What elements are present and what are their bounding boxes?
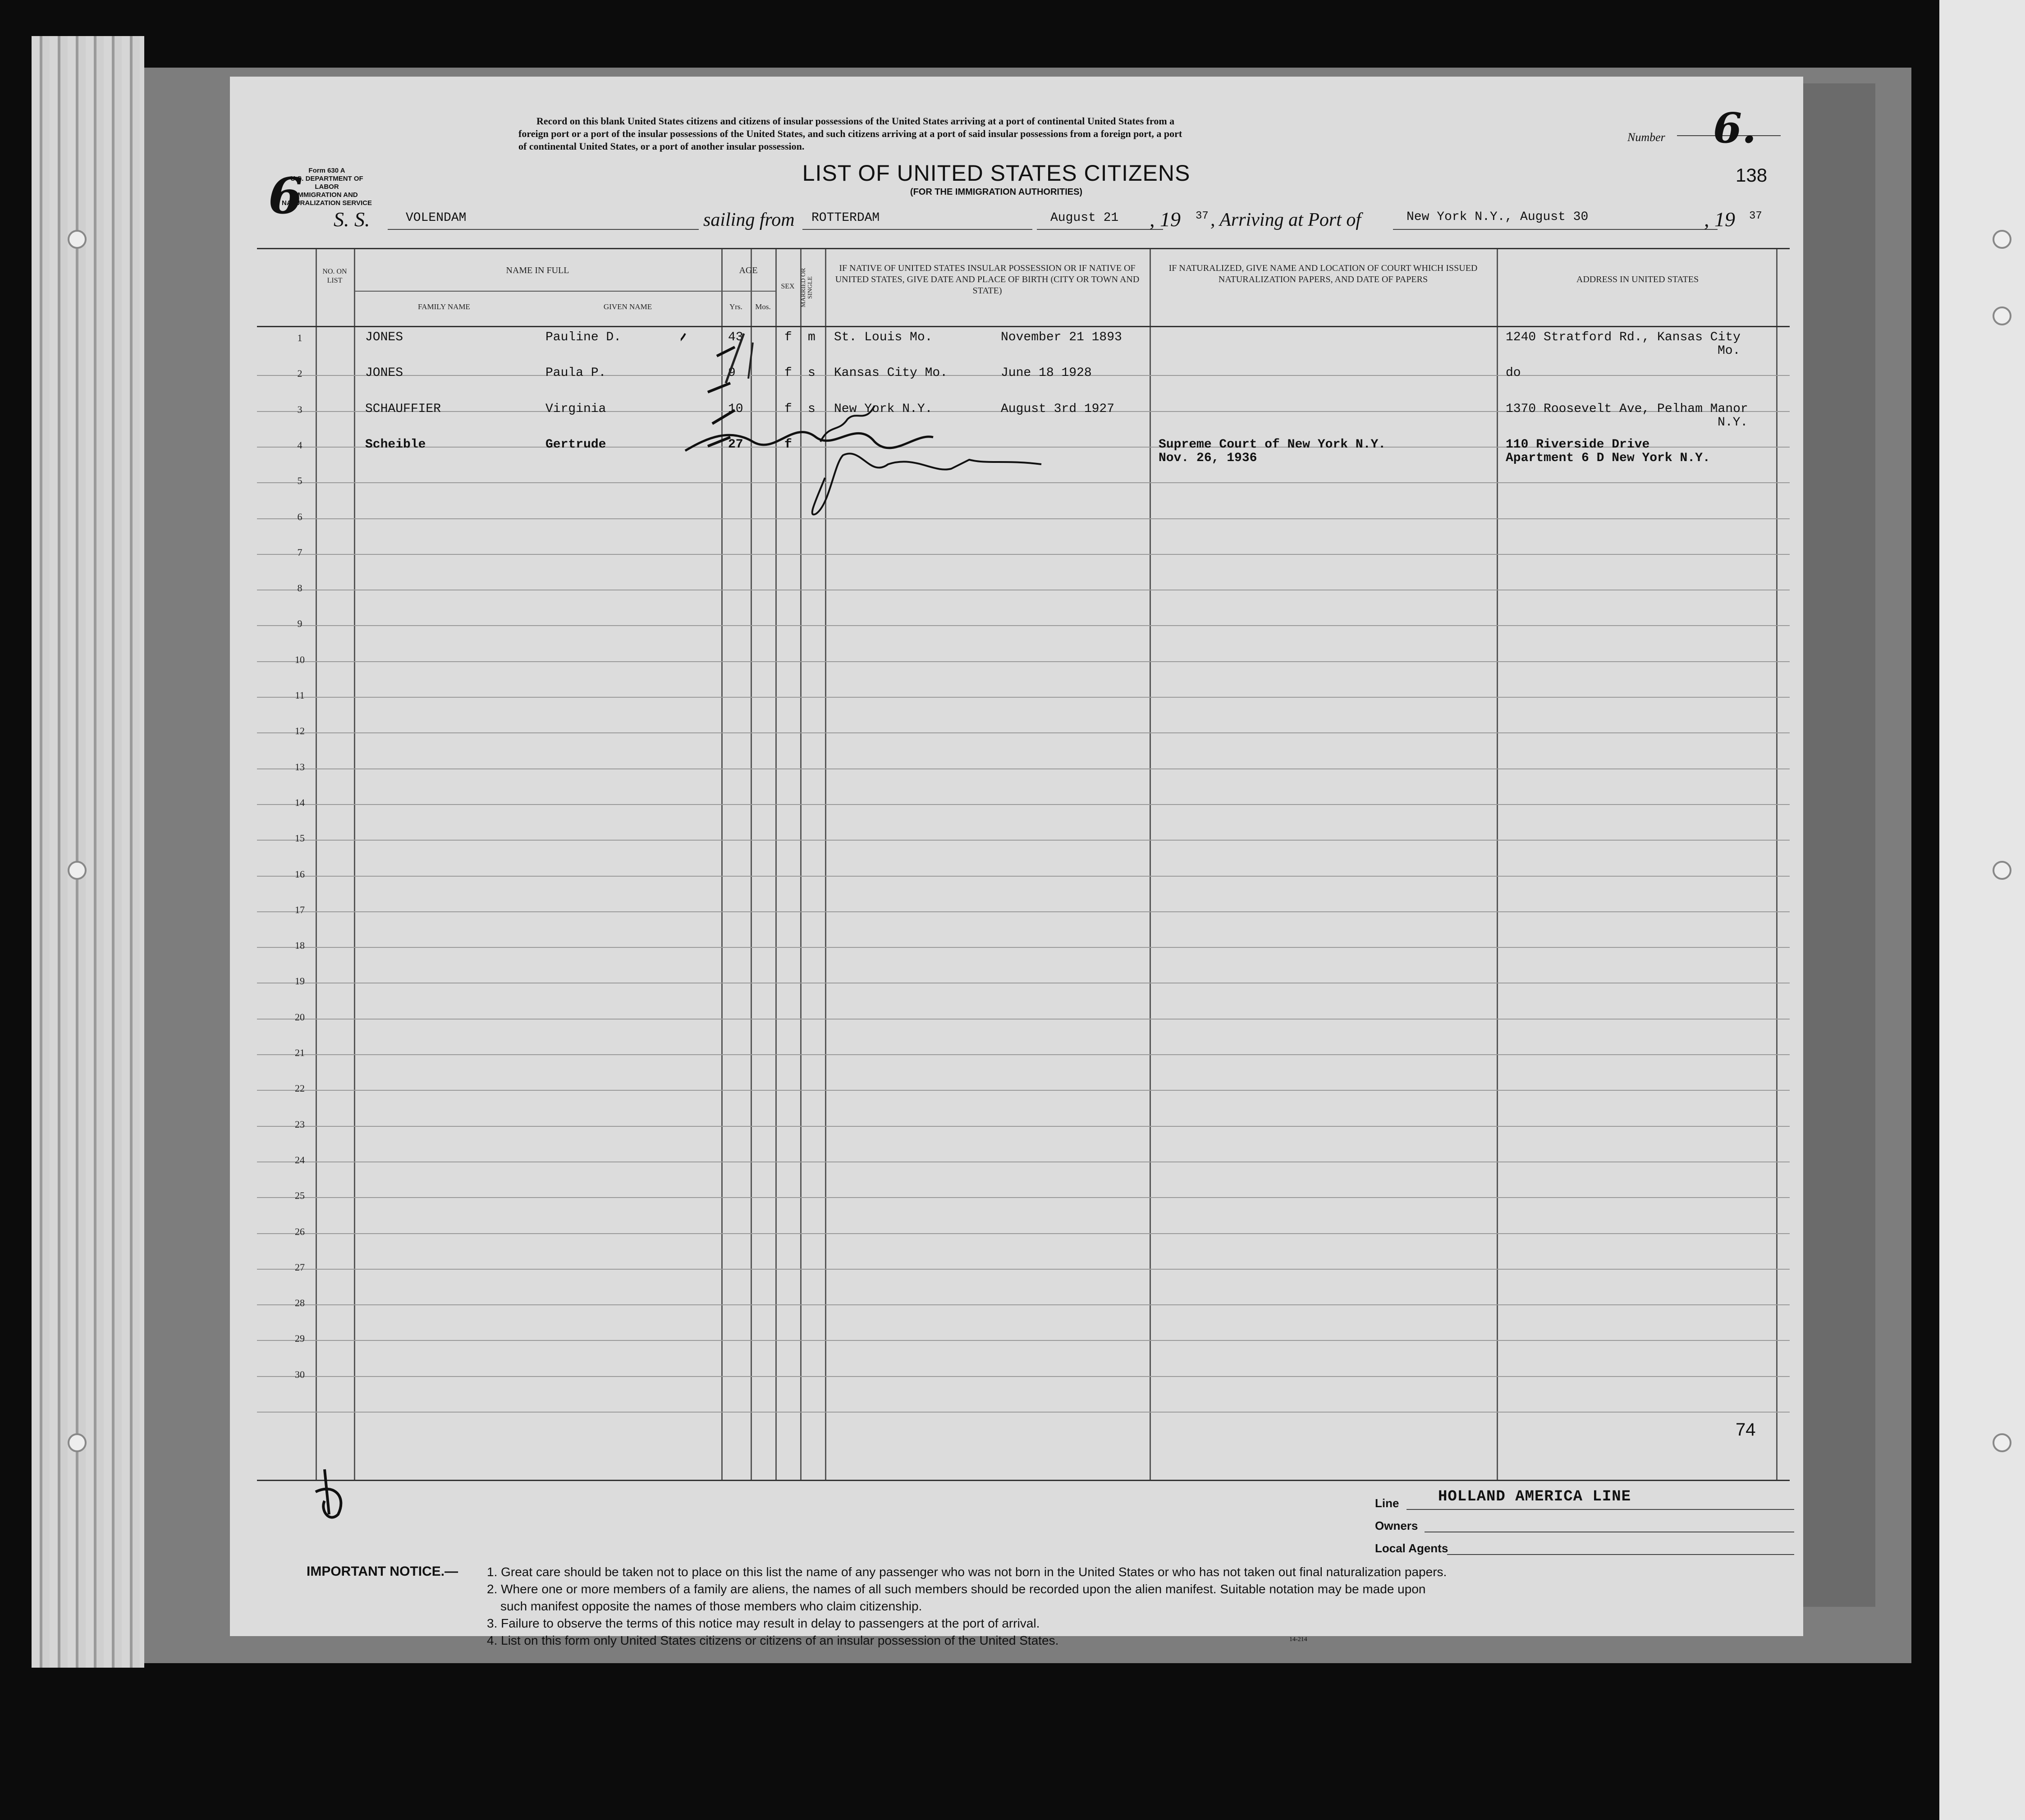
row-number: 4 [297, 439, 302, 451]
address-line1-cell: 110 Riverside Drive [1506, 437, 1650, 452]
notice-item: such manifest opposite the names of those members who claim citizenship. [500, 1599, 922, 1613]
sex-cell: f [784, 366, 792, 380]
col-no: NO. ON LIST [322, 268, 347, 284]
agents-label: Local Agents [1375, 1541, 1448, 1555]
birth-date-cell: August 3rd 1927 [1001, 402, 1115, 416]
marital-status-cell: s [808, 402, 815, 416]
port-rule [802, 229, 1032, 230]
row-number: 25 [295, 1190, 305, 1202]
marital-status-cell: s [808, 366, 815, 380]
ring-hole [68, 230, 87, 249]
line-value: HOLLAND AMERICA LINE [1438, 1488, 1631, 1505]
line-rule [1407, 1509, 1794, 1510]
birth-place-cell: New York N.Y. [834, 402, 933, 416]
col-married-single: MARRIED OR SINGLE [800, 268, 814, 307]
ring-hole [68, 861, 87, 880]
ship-name: VOLENDAM [406, 211, 467, 225]
row-number: 23 [295, 1118, 305, 1130]
row-rule [257, 625, 1790, 626]
row-rule [257, 947, 1790, 948]
adjacent-card [1939, 0, 2025, 1820]
ring-hole [1993, 306, 2011, 325]
row-number: 10 [295, 654, 305, 665]
service-line-1: IMMIGRATION AND [296, 191, 358, 199]
address-line2-cell: Apartment 6 D New York N.Y. [1506, 451, 1710, 465]
notice-item: 4. List on this form only United States citizens or citizens of an insular possession of the United States. [487, 1633, 1059, 1647]
row-number: 6 [297, 511, 302, 522]
instruction-line: Record on this blank United States citizens and citizens of insular possessions of the United States arriving at a port of continental United States from a [536, 115, 1175, 127]
birth-date-cell: November 21 1893 [1001, 330, 1122, 344]
corner-mark: 6 [268, 167, 303, 225]
address-line2-cell: N.Y. [1718, 415, 1748, 430]
age-cell: 43 [728, 330, 743, 344]
year-prefix: , 19 [1150, 208, 1181, 231]
row-number: 2 [297, 368, 302, 380]
row-rule [257, 1269, 1790, 1270]
col-mos: Mos. [755, 302, 771, 311]
row-number: 21 [295, 1047, 305, 1058]
row-number: 14 [295, 796, 305, 808]
arrival-port-date: New York N.Y., August 30 [1407, 210, 1589, 224]
naturalization-date-cell: Nov. 26, 1936 [1159, 451, 1257, 465]
row-number: 7 [297, 546, 302, 558]
form-subtitle: (FOR THE IMMIGRATION AUTHORITIES) [910, 187, 1083, 197]
row-number: 26 [295, 1226, 305, 1237]
row-rule [257, 1197, 1790, 1198]
col-sex: SEX [781, 283, 795, 290]
row-number: 29 [295, 1333, 305, 1344]
line-label: Line [1375, 1496, 1399, 1510]
row-rule [257, 911, 1790, 912]
row-rule [257, 1019, 1790, 1020]
row-rule [257, 1376, 1790, 1377]
col-yrs: Yrs. [729, 302, 742, 311]
row-rule [257, 804, 1790, 805]
address-line1-cell: do [1506, 366, 1521, 380]
row-number: 16 [295, 868, 305, 880]
department: U.S. DEPARTMENT OF LABOR [290, 175, 363, 191]
row-number: 9 [297, 618, 302, 630]
ring-hole [1993, 230, 2011, 249]
row-number: 22 [295, 1083, 305, 1094]
notice-item: 2. Where one or more members of a family are aliens, the names of all such members should be recorded upon the alien manifest. Suitable notation may be made upon [487, 1582, 1426, 1596]
row-rule [257, 732, 1790, 733]
notice-item: 1. Great care should be taken not to place on this list the name of any passenger who was not born in the United States or who has not taken out final naturalization papers. [487, 1565, 1447, 1579]
row-rule [257, 697, 1790, 698]
form-title: LIST OF UNITED STATES CITIZENS [802, 160, 1191, 186]
col-name-in-full: NAME IN FULL [506, 265, 569, 275]
instruction-line: foreign port or a port of the insular possessions of the United States, and such citizens arriving at a port of said insular possessions from a foreign port, a port [518, 128, 1182, 139]
number-label: Number [1627, 131, 1665, 144]
col-address: ADDRESS IN UNITED STATES [1576, 274, 1699, 284]
owners-label: Owners [1375, 1519, 1418, 1532]
address-line2-cell: Mo. [1718, 344, 1741, 358]
row-number: 19 [295, 975, 305, 987]
row-number: 15 [295, 832, 305, 844]
naturalization-court-cell: Supreme Court of New York N.Y. [1159, 437, 1386, 452]
service-line-2: NATURALIZATION SERVICE [282, 199, 372, 207]
arrival-year-prefix: , 19 [1704, 208, 1735, 231]
ring-hole [1993, 1433, 2011, 1452]
given-name-cell: Virginia [545, 402, 606, 416]
row-rule [257, 1090, 1790, 1091]
family-name-cell: JONES [365, 330, 403, 344]
notice-heading: IMPORTANT NOTICE.— [307, 1564, 458, 1579]
instruction-line: of continental United States, or a port of another insular possession. [518, 141, 805, 152]
ring-hole [1993, 861, 2011, 880]
row-number: 8 [297, 582, 302, 594]
row-number: 3 [297, 403, 302, 415]
date-rule [1037, 229, 1163, 230]
ring-hole [68, 1433, 87, 1452]
row-rule [257, 1233, 1790, 1234]
sex-cell: f [784, 330, 792, 344]
row-number: 30 [295, 1368, 305, 1380]
row-rule [257, 840, 1790, 841]
row-rule [257, 768, 1790, 769]
inspector-note-mark [811, 392, 893, 455]
row-rule [257, 1126, 1790, 1127]
address-line1-cell: 1240 Stratford Rd., Kansas City [1506, 330, 1741, 344]
row-rule [257, 1340, 1790, 1341]
row-number: 27 [295, 1261, 305, 1273]
row-rule [257, 876, 1790, 877]
row-number: 1 [297, 332, 302, 343]
citizen-list-form [230, 77, 1803, 1647]
given-name-cell: Pauline D. [545, 330, 622, 344]
print-code: 14-214 [1289, 1636, 1307, 1643]
given-name-cell: Gertrude [545, 437, 606, 452]
row-number: 13 [295, 761, 305, 773]
sex-cell: f [784, 437, 792, 452]
page-number: 138 [1736, 165, 1768, 186]
instructions [518, 115, 1681, 153]
marital-status-cell: m [808, 330, 815, 344]
row-rule [257, 661, 1790, 662]
stacked-page-edges [32, 36, 144, 1668]
row-number: 18 [295, 940, 305, 951]
family-name-cell: JONES [365, 366, 403, 380]
row-rule [257, 1054, 1790, 1055]
row-number: 5 [297, 475, 302, 487]
voyage-line [334, 207, 1799, 234]
col-birth: IF NATIVE OF UNITED STATES INSULAR POSSESSION OR IF NATIVE OF UNITED STATES, GIVE DATE AND PLACE OF BIRTH (CITY OR TOWN AND STATE) [835, 263, 1140, 296]
row-rule [257, 1412, 1790, 1413]
page-mark-scribble [307, 1465, 356, 1523]
col-family-name: FAMILY NAME [418, 302, 470, 311]
sex-cell: f [784, 402, 792, 416]
col-age: AGE [739, 265, 758, 275]
row-number: 20 [295, 1011, 305, 1023]
address-line1-cell: 1370 Roosevelt Ave, Pelham Manor [1506, 402, 1748, 416]
sailing-port: ROTTERDAM [811, 211, 880, 225]
row-rule [257, 1304, 1790, 1305]
agents-rule [1447, 1554, 1794, 1555]
family-name-cell: SCHAUFFIER [365, 402, 441, 416]
row-number: 12 [295, 725, 305, 737]
row-number: 17 [295, 904, 305, 915]
ss-label: S. S. [334, 208, 370, 231]
row-rule [257, 554, 1790, 555]
col-naturalized: IF NATURALIZED, GIVE NAME AND LOCATION OF COURT WHICH ISSUED NATURALIZATION PAPERS, AND DATE OF PAPERS [1168, 263, 1478, 284]
birth-date-cell: June 18 1928 [1001, 366, 1092, 380]
number-value: 6. [1713, 104, 1757, 152]
ship-rule [388, 229, 699, 230]
notice-item: 3. Failure to observe the terms of this notice may result in delay to passengers at the port of arrival. [487, 1616, 1040, 1630]
inspector-signature-marks [681, 329, 1177, 518]
family-name-cell: Scheible [365, 437, 426, 452]
sailing-date: August 21 [1050, 211, 1119, 225]
stamp-number: 74 [1736, 1420, 1756, 1440]
arriving-label: , Arriving at Port of [1210, 210, 1361, 230]
age-cell: 10 [728, 402, 743, 416]
row-number: 11 [295, 690, 305, 701]
birth-place-cell: Kansas City Mo. [834, 366, 948, 380]
row-number: 28 [295, 1297, 305, 1309]
age-cell: 27 [728, 437, 743, 452]
form-number: Form 630 A [308, 167, 345, 174]
birth-place-cell: St. Louis Mo. [834, 330, 933, 344]
given-name-cell: Paula P. [545, 366, 606, 380]
arrival-year: 37 [1749, 210, 1762, 222]
sailing-year: 37 [1196, 210, 1209, 222]
age-cell: 9 [728, 366, 736, 380]
row-number: 24 [295, 1154, 305, 1166]
arrival-rule [1393, 229, 1718, 230]
sailing-label: sailing from [703, 210, 795, 230]
col-given-name: GIVEN NAME [603, 302, 652, 311]
